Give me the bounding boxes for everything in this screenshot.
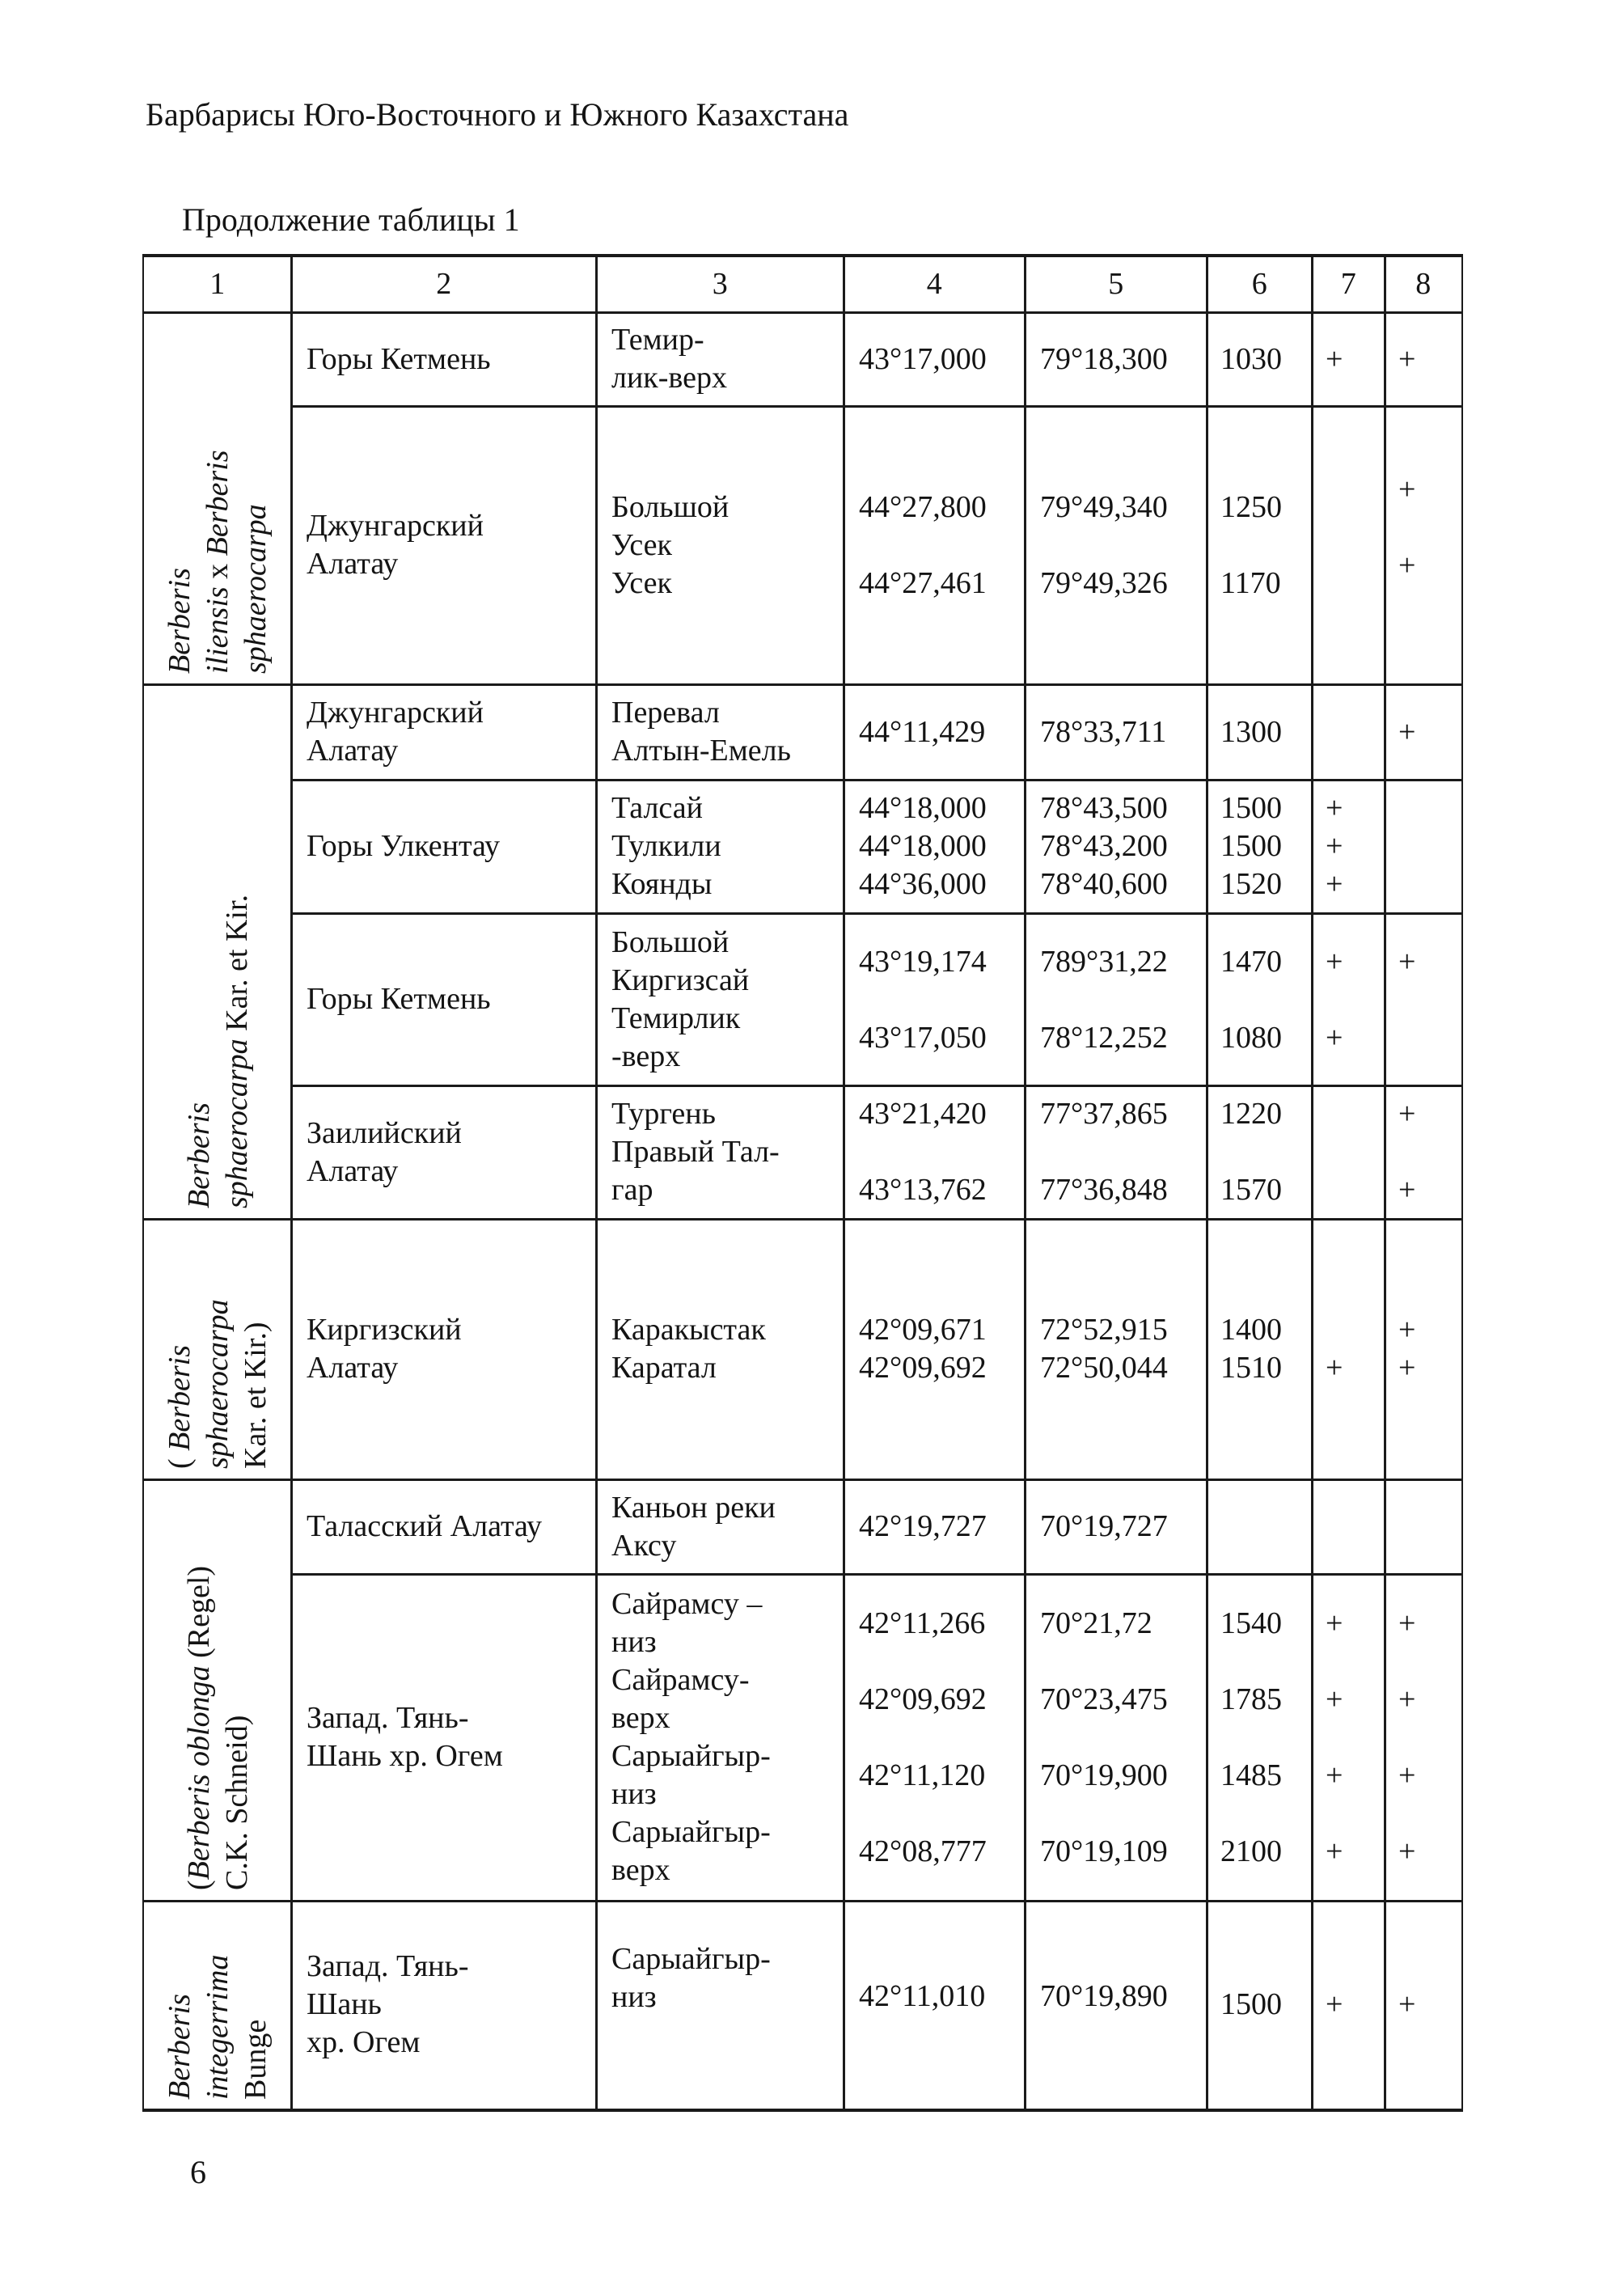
column-header-label: 5	[1108, 267, 1124, 302]
page-number: 6	[190, 2154, 206, 2190]
region-cell	[290, 1573, 598, 1902]
site-cell	[595, 1218, 845, 1481]
region-text: Шань хр. Огем	[307, 1739, 503, 1774]
longitude-value: 70°19,727	[1040, 1509, 1168, 1544]
region-text: Запад. Тянь-	[307, 1701, 469, 1736]
region-cell	[290, 405, 598, 686]
species-name-italic: Berberis	[201, 450, 235, 556]
site-text: Сайрамсу –	[611, 1587, 763, 1622]
altitude-value: 1500	[1220, 829, 1282, 864]
presence-col7-cell	[1311, 1573, 1386, 1902]
altitude-value: 1170	[1220, 565, 1281, 600]
site-text: низ	[611, 1625, 657, 1660]
longitude-value: 70°19,890	[1040, 1979, 1168, 2014]
altitude-value: 1500	[1220, 791, 1282, 826]
region-cell	[290, 912, 598, 1087]
latitude-cell	[843, 405, 1026, 686]
longitude-value: 79°49,340	[1040, 489, 1168, 524]
latitude-cell	[843, 683, 1026, 781]
site-text: Большой	[611, 924, 730, 959]
species-label-line	[199, 450, 237, 674]
species-label-line	[237, 1955, 275, 2100]
species-name-italic: sphaerocarpa	[201, 1299, 235, 1469]
site-cell	[595, 1573, 845, 1902]
species-label	[161, 1955, 275, 2100]
column-header-label: 6	[1251, 267, 1267, 302]
site-text: гар	[611, 1173, 653, 1208]
species-label-line	[218, 895, 256, 1208]
presence-mark: +	[1326, 1351, 1343, 1386]
species-author: Bunge	[239, 2019, 273, 2100]
latitude-value: 42°09,692	[859, 1682, 987, 1717]
presence-col7-cell	[1311, 912, 1386, 1087]
altitude-value: 1300	[1220, 714, 1282, 749]
longitude-value: 78°40,600	[1040, 867, 1168, 902]
region-cell	[290, 1085, 598, 1221]
species-author: (Regel)	[182, 1565, 216, 1666]
altitude-cell	[1206, 1218, 1313, 1481]
latitude-value: 44°11,429	[859, 714, 986, 749]
presence-mark: +	[1398, 341, 1416, 376]
species-name-italic: integerrima	[201, 1954, 235, 2100]
altitude-cell	[1206, 1479, 1313, 1576]
presence-mark: +	[1398, 1606, 1416, 1641]
site-text: верх	[611, 1701, 670, 1736]
presence-col7-cell	[1311, 683, 1386, 781]
site-text: Сарыайгыр-	[611, 1739, 771, 1774]
species-name-italic: iliensis	[201, 586, 235, 674]
latitude-value: 44°27,800	[859, 489, 987, 524]
presence-col8-cell	[1384, 1573, 1463, 1902]
site-text: низ	[611, 1777, 657, 1812]
site-text: Сарыайгыр-	[611, 1815, 771, 1850]
latitude-value: 42°11,120	[859, 1758, 986, 1793]
longitude-value: 70°21,72	[1040, 1606, 1152, 1641]
presence-mark: +	[1326, 1758, 1343, 1793]
region-text: Джунгарский	[307, 509, 484, 544]
altitude-value: 1470	[1220, 944, 1282, 979]
species-label-line	[161, 1955, 199, 2100]
region-text: Алатау	[307, 1351, 399, 1386]
latitude-cell	[843, 1900, 1026, 2112]
site-text: Правый Тал-	[611, 1135, 780, 1170]
region-text: Запад. Тянь-	[307, 1949, 469, 1984]
altitude-value: 1400	[1220, 1313, 1282, 1347]
site-text: Каньон реки	[611, 1490, 776, 1525]
species-author: (	[163, 1450, 197, 1469]
region-text: Таласский Алатау	[307, 1509, 542, 1544]
latitude-value: 44°27,461	[859, 565, 987, 600]
longitude-value: 77°36,848	[1040, 1173, 1168, 1208]
presence-mark: +	[1398, 548, 1416, 582]
species-label	[180, 1566, 256, 1890]
site-text: низ	[611, 1980, 657, 2014]
species-author: C.K. Schneid)	[220, 1715, 254, 1890]
altitude-cell	[1206, 1900, 1313, 2112]
region-text: Заилийский	[307, 1115, 462, 1150]
species-label-line	[237, 450, 275, 674]
presence-mark: +	[1398, 1682, 1416, 1717]
latitude-cell	[843, 1573, 1026, 1902]
longitude-cell	[1024, 779, 1208, 915]
altitude-value: 1080	[1220, 1020, 1282, 1055]
latitude-value: 43°13,762	[859, 1173, 987, 1208]
altitude-cell	[1206, 1573, 1313, 1902]
region-cell	[290, 683, 598, 781]
presence-mark: +	[1398, 1758, 1416, 1793]
region-text: Горы Улкентау	[307, 829, 500, 864]
presence-col8-cell	[1384, 912, 1463, 1087]
species-name-italic: sphaerocarpa	[220, 1039, 254, 1208]
altitude-cell	[1206, 683, 1313, 781]
latitude-cell	[843, 1479, 1026, 1576]
longitude-cell	[1024, 1900, 1208, 2112]
altitude-value: 1570	[1220, 1173, 1282, 1208]
altitude-value: 1250	[1220, 489, 1282, 524]
presence-mark: +	[1326, 867, 1343, 902]
site-cell	[595, 311, 845, 408]
altitude-value: 1500	[1220, 1987, 1282, 2022]
latitude-cell	[843, 912, 1026, 1087]
presence-mark: +	[1326, 791, 1343, 826]
longitude-value: 79°18,300	[1040, 341, 1168, 376]
column-header-5	[1024, 254, 1208, 314]
column-header-6	[1206, 254, 1313, 314]
table-caption: Продолжение таблицы 1	[182, 201, 520, 238]
longitude-value: 77°37,865	[1040, 1097, 1168, 1132]
presence-mark: +	[1398, 1097, 1416, 1132]
species-label-line	[237, 1299, 275, 1469]
column-header-label: 2	[436, 267, 452, 302]
region-text: Джунгарский	[307, 696, 484, 730]
species-cell	[142, 311, 293, 686]
site-text: Каракыстак	[611, 1313, 766, 1347]
site-text: Темир-	[611, 323, 704, 357]
column-header-label: 3	[712, 267, 728, 302]
altitude-cell	[1206, 1085, 1313, 1221]
presence-col8-cell	[1384, 779, 1463, 915]
species-cell	[142, 1900, 293, 2112]
species-author: Kar. et Kir.	[220, 894, 254, 1039]
latitude-value: 44°36,000	[859, 867, 987, 902]
altitude-cell	[1206, 779, 1313, 915]
site-text: Темирлик	[611, 1001, 741, 1035]
altitude-value: 1540	[1220, 1606, 1282, 1641]
region-cell	[290, 779, 598, 915]
presence-mark: +	[1326, 1020, 1343, 1055]
longitude-cell	[1024, 683, 1208, 781]
presence-mark: +	[1326, 944, 1343, 979]
site-text: Киргизсай	[611, 962, 750, 997]
presence-col8-cell	[1384, 1218, 1463, 1481]
site-cell	[595, 1479, 845, 1576]
species-label-line	[161, 450, 199, 674]
species-label-line	[199, 1955, 237, 2100]
latitude-value: 43°21,420	[859, 1097, 987, 1132]
presence-col8-cell	[1384, 1900, 1463, 2112]
latitude-cell	[843, 779, 1026, 915]
site-text: -верх	[611, 1039, 681, 1073]
site-cell	[595, 405, 845, 686]
latitude-value: 42°09,671	[859, 1313, 987, 1347]
presence-col8-cell	[1384, 1085, 1463, 1221]
presence-mark: +	[1326, 1834, 1343, 1869]
species-author: Kar. et Kir.)	[239, 1322, 273, 1469]
region-text: Киргизский	[307, 1313, 462, 1347]
region-cell	[290, 1218, 598, 1481]
altitude-cell	[1206, 311, 1313, 408]
latitude-value: 42°11,010	[859, 1979, 986, 2014]
altitude-value: 1520	[1220, 867, 1282, 902]
column-header-label: 8	[1415, 267, 1432, 302]
longitude-cell	[1024, 1218, 1208, 1481]
region-cell	[290, 311, 598, 408]
species-author: x	[201, 556, 235, 587]
presence-mark: +	[1398, 1173, 1416, 1208]
region-text: Шань	[307, 1987, 382, 2022]
site-text: Большой	[611, 489, 730, 524]
longitude-value: 70°23,475	[1040, 1682, 1168, 1717]
region-text: Алатау	[307, 547, 399, 582]
altitude-value: 1785	[1220, 1682, 1282, 1717]
site-text: Каратал	[611, 1351, 717, 1386]
longitude-value: 79°49,326	[1040, 565, 1168, 600]
longitude-value: 72°52,915	[1040, 1313, 1168, 1347]
species-name-italic: Berberis	[163, 1344, 197, 1451]
latitude-value: 43°17,050	[859, 1020, 987, 1055]
presence-col7-cell	[1311, 1900, 1386, 2112]
presence-mark: +	[1398, 1313, 1416, 1347]
altitude-value: 2100	[1220, 1834, 1282, 1869]
latitude-value: 42°19,727	[859, 1509, 987, 1544]
running-title: Барбарисы Юго-Восточного и Южного Казахстана	[146, 96, 849, 133]
site-text: Усек	[611, 527, 672, 562]
presence-col7-cell	[1311, 311, 1386, 408]
site-text: Талсай	[611, 791, 703, 826]
site-cell	[595, 1900, 845, 2112]
species-name-italic: Berberis	[163, 1994, 197, 2100]
altitude-value: 1220	[1220, 1097, 1282, 1132]
latitude-value: 44°18,000	[859, 791, 987, 826]
site-cell	[595, 1085, 845, 1221]
longitude-cell	[1024, 1573, 1208, 1902]
presence-col7-cell	[1311, 405, 1386, 686]
presence-col8-cell	[1384, 405, 1463, 686]
site-cell	[595, 912, 845, 1087]
species-label-line	[199, 1299, 237, 1469]
longitude-value: 70°19,900	[1040, 1758, 1168, 1793]
presence-mark: +	[1326, 1682, 1343, 1717]
presence-col8-cell	[1384, 1479, 1463, 1576]
altitude-value: 1510	[1220, 1351, 1282, 1386]
presence-mark: +	[1398, 472, 1416, 506]
longitude-value: 78°43,200	[1040, 829, 1168, 864]
presence-mark: +	[1326, 1606, 1343, 1641]
presence-mark: +	[1398, 714, 1416, 749]
region-cell	[290, 1900, 598, 2112]
presence-col8-cell	[1384, 683, 1463, 781]
presence-col7-cell	[1311, 779, 1386, 915]
species-cell	[142, 683, 293, 1221]
region-text: Алатау	[307, 1153, 399, 1188]
species-label-line	[218, 1566, 256, 1890]
species-name-italic: Berberis	[163, 568, 197, 674]
latitude-cell	[843, 1218, 1026, 1481]
region-text: Горы Кетмень	[307, 982, 491, 1017]
column-header-4	[843, 254, 1026, 314]
site-cell	[595, 683, 845, 781]
longitude-cell	[1024, 912, 1208, 1087]
longitude-cell	[1024, 405, 1208, 686]
longitude-value: 78°33,711	[1040, 714, 1167, 749]
species-author: (	[182, 1880, 216, 1890]
species-name-italic: Berberis oblonga	[182, 1665, 216, 1881]
site-text: Тургень	[611, 1097, 716, 1132]
region-text: Алатау	[307, 734, 399, 768]
species-label-line	[180, 895, 218, 1208]
presence-col7-cell	[1311, 1218, 1386, 1481]
presence-mark: +	[1326, 341, 1343, 376]
site-text: Усек	[611, 565, 672, 600]
site-text: Коянды	[611, 867, 713, 902]
longitude-cell	[1024, 1479, 1208, 1576]
column-header-7	[1311, 254, 1386, 314]
presence-mark: +	[1398, 1351, 1416, 1386]
column-header-2	[290, 254, 598, 314]
region-text: Горы Кетмень	[307, 341, 491, 376]
presence-mark: +	[1398, 1834, 1416, 1869]
site-text: Сарыайгыр-	[611, 1942, 771, 1976]
presence-mark: +	[1398, 944, 1416, 979]
species-label	[180, 895, 256, 1208]
presence-col7-cell	[1311, 1085, 1386, 1221]
column-header-8	[1384, 254, 1463, 314]
altitude-cell	[1206, 912, 1313, 1087]
species-cell	[142, 1218, 293, 1481]
latitude-value: 44°18,000	[859, 829, 987, 864]
longitude-value: 72°50,044	[1040, 1351, 1168, 1386]
longitude-cell	[1024, 1085, 1208, 1221]
longitude-value: 789°31,22	[1040, 944, 1168, 979]
latitude-value: 42°11,266	[859, 1606, 986, 1641]
site-text: Тулкили	[611, 829, 721, 864]
longitude-value: 78°12,252	[1040, 1020, 1168, 1055]
longitude-cell	[1024, 311, 1208, 408]
altitude-cell	[1206, 405, 1313, 686]
column-header-label: 7	[1340, 267, 1356, 302]
site-cell	[595, 779, 845, 915]
presence-mark: +	[1326, 1987, 1343, 2022]
latitude-value: 42°09,692	[859, 1351, 987, 1386]
latitude-value: 43°19,174	[859, 944, 987, 979]
latitude-value: 43°17,000	[859, 341, 987, 376]
species-label	[161, 1299, 275, 1469]
latitude-cell	[843, 311, 1026, 408]
species-name-italic: Berberis	[182, 1102, 216, 1208]
altitude-value: 1030	[1220, 341, 1282, 376]
column-header-1	[142, 254, 293, 314]
site-text: Аксу	[611, 1528, 677, 1563]
column-header-label: 1	[209, 267, 226, 302]
presence-mark: +	[1326, 829, 1343, 864]
site-text: Алтын-Емель	[611, 734, 791, 768]
site-text: верх	[611, 1853, 670, 1888]
column-header-label: 4	[926, 267, 942, 302]
region-text: хр. Огем	[307, 2025, 421, 2060]
species-cell	[142, 1479, 293, 1902]
longitude-value: 78°43,500	[1040, 791, 1168, 826]
species-label	[161, 450, 275, 674]
species-name-italic: sphaerocarpa	[239, 504, 273, 674]
latitude-value: 42°08,777	[859, 1834, 987, 1869]
presence-col7-cell	[1311, 1479, 1386, 1576]
latitude-cell	[843, 1085, 1026, 1221]
region-cell	[290, 1479, 598, 1576]
longitude-value: 70°19,109	[1040, 1834, 1168, 1869]
species-label-line	[161, 1299, 199, 1469]
presence-mark: +	[1398, 1987, 1416, 2022]
site-text: Перевал	[611, 696, 720, 730]
column-header-3	[595, 254, 845, 314]
site-text: лик-верх	[611, 361, 728, 396]
species-label-line	[180, 1566, 218, 1890]
presence-col8-cell	[1384, 311, 1463, 408]
altitude-value: 1485	[1220, 1758, 1282, 1793]
site-text: Сайрамсу-	[611, 1663, 750, 1698]
